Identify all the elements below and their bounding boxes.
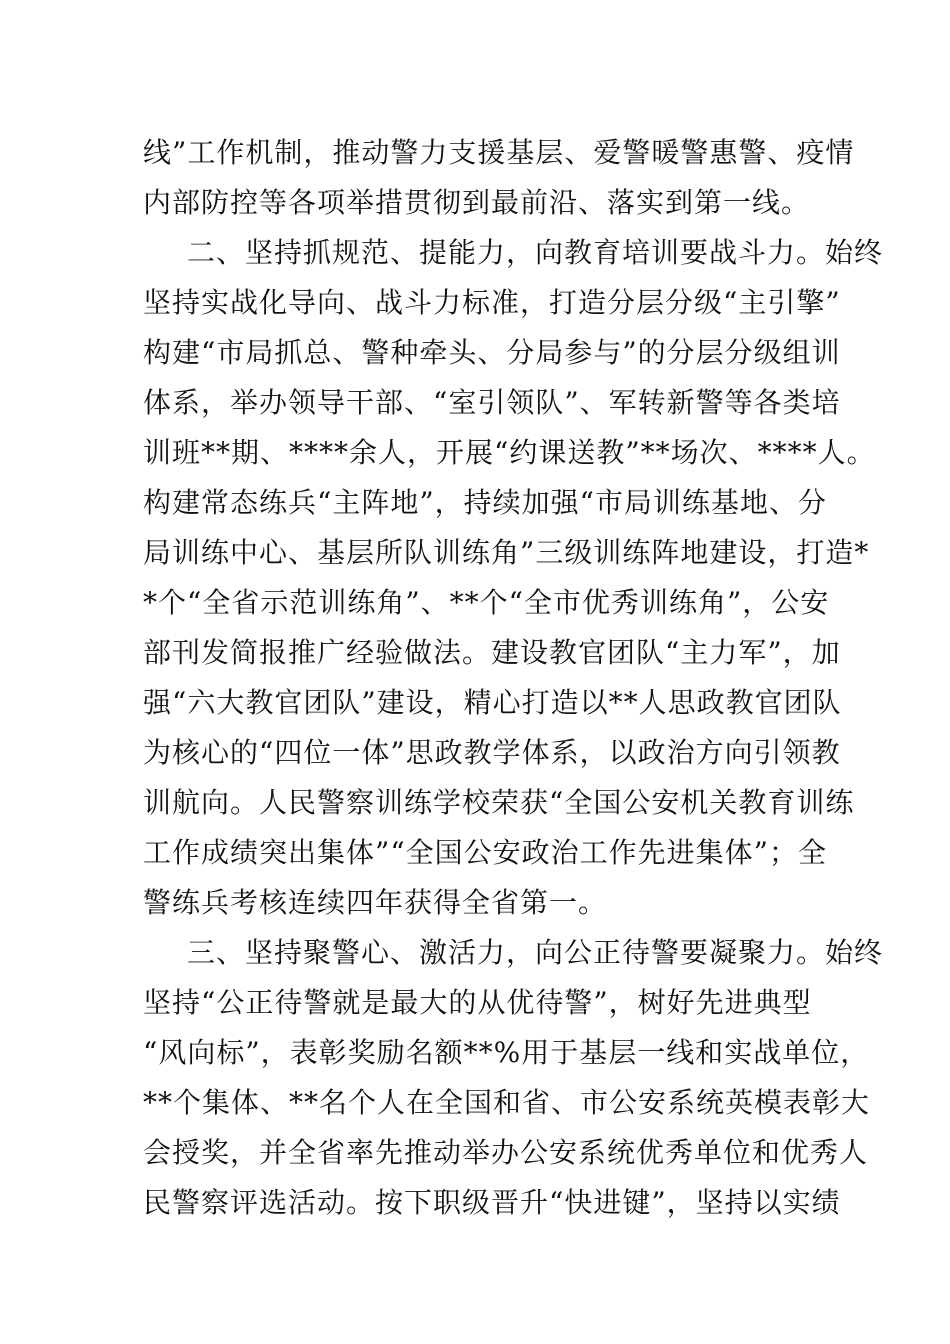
paragraph-start-line: 三、坚持聚警心、激活力，向公正待警要凝聚力。始终 <box>187 936 884 969</box>
text-line: 局训练中心、基层所队训练角”三级训练阵地建设，打造* <box>143 536 870 569</box>
text-line: “风向标”，表彰奖励名额**%用于基层一线和实战单位， <box>143 1036 870 1069</box>
text-line: 部刊发简报推广经验做法。建设教官团队“主力军”，加 <box>143 636 841 669</box>
text-line: 坚持实战化导向、战斗力标准，打造分层分级“主引擎” <box>143 286 841 319</box>
text-line: 工作成绩突出集体”“全国公安政治工作先进集体”；全 <box>143 836 827 869</box>
text-line: **个集体、**名个人在全国和省、市公安系统英模表彰大 <box>143 1086 871 1119</box>
text-line: *个“全省示范训练角”、**个“全市优秀训练角”，公安 <box>143 586 830 619</box>
text-line: 训班**期、****余人，开展“约课送教”**场次、****人。 <box>143 436 876 469</box>
text-line: 内部防控等各项举措贯彻到最前沿、落实到第一线。 <box>143 186 811 219</box>
text-line: 会授奖，并全省率先推动举办公安系统优秀单位和优秀人 <box>143 1136 869 1169</box>
text-line: 强“六大教官团队”建设，精心打造以**人思政教官团队 <box>143 686 842 719</box>
text-line: 构建“市局抓总、警种牵头、分局参与”的分层分级组训 <box>143 336 841 369</box>
text-line: 体系，举办领导干部、“室引领队”、军转新警等各类培 <box>143 386 841 419</box>
text-line: 坚持“公正待警就是最大的从优待警”，树好先进典型 <box>143 986 812 1019</box>
text-line: 为核心的“四位一体”思政教学体系，以政治方向引领教 <box>143 736 841 769</box>
text-line: 构建常态练兵“主阵地”，持续加强“市局训练基地、分 <box>143 486 827 519</box>
text-line: 训航向。人民警察训练学校荣获“全国公安机关教育训练 <box>143 786 855 819</box>
text-line: 警练兵考核连续四年获得全省第一。 <box>143 886 608 919</box>
text-line: 线”工作机制，推动警力支援基层、爱警暖警惠警、疫情 <box>143 136 855 169</box>
paragraph-start-line: 二、坚持抓规范、提能力，向教育培训要战斗力。始终 <box>187 236 884 269</box>
text-line: 民警察评选活动。按下职级晋升“快进键”，坚持以实绩 <box>143 1186 841 1219</box>
